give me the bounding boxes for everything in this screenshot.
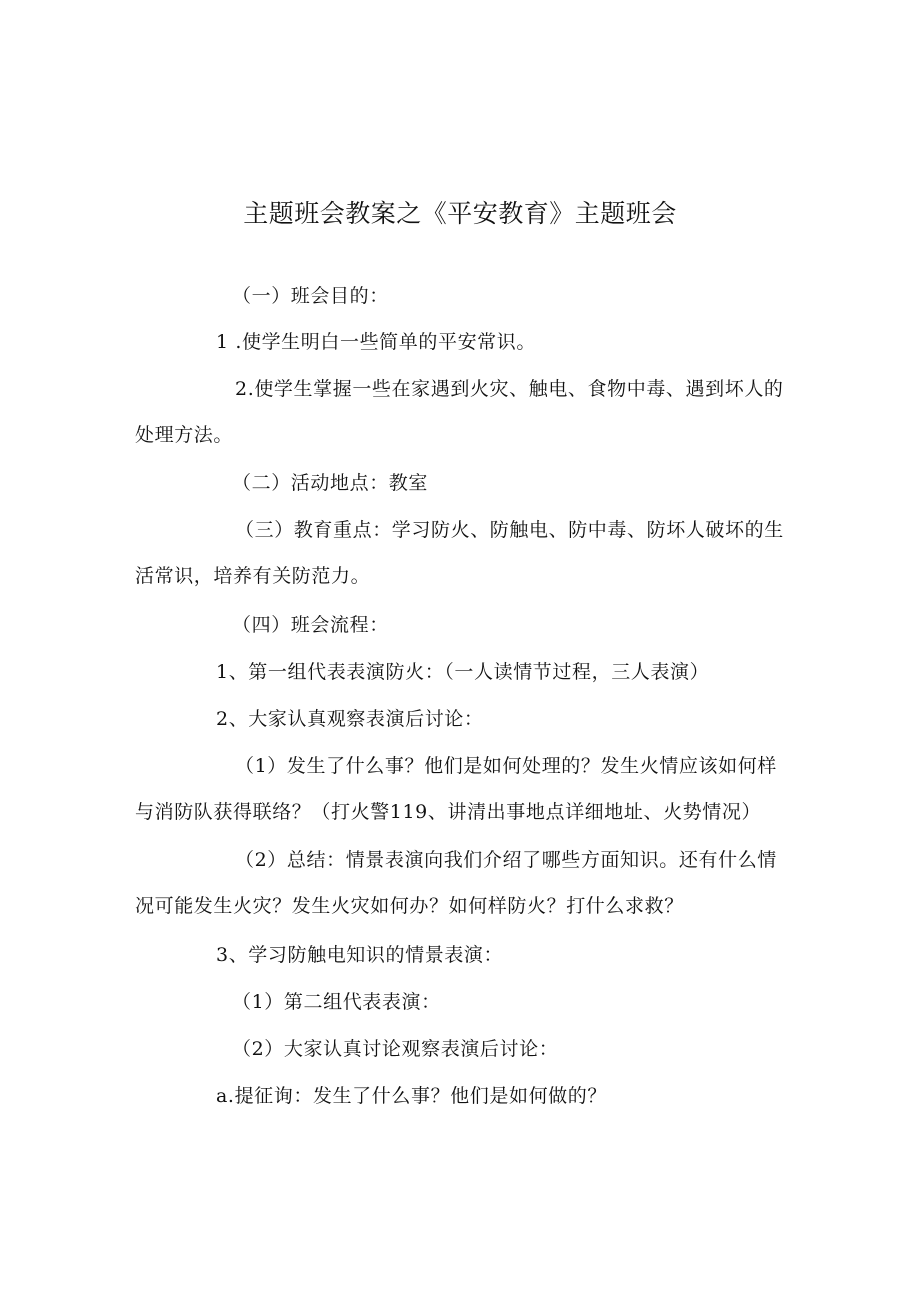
step-3-item-2: （2）大家认真讨论观察表演后讨论： <box>232 1038 559 1060</box>
section-focus <box>135 516 787 608</box>
section-focus-line-2: 活常识，培养有关防范力。 <box>135 565 371 587</box>
process-step-3: 3、学习防触电知识的情景表演： <box>216 944 504 966</box>
purpose-item-2 <box>135 375 787 467</box>
discussion-question-1-line-1: （1）发生了什么事？他们是如何处理的？发生火情应该如何样 <box>235 755 777 777</box>
discussion-summary-2-line-1: （2）总结：情景表演向我们介绍了哪些方面知识。还有什么情 <box>235 849 777 871</box>
section-heading-process: （四）班会流程： <box>232 614 389 636</box>
discussion-question-1 <box>135 752 787 844</box>
discussion-summary-2 <box>135 846 787 938</box>
process-step-2: 2、大家认真观察表演后讨论： <box>216 708 484 730</box>
discussion-question-1-line-2: 与消防队获得联络？（打火警119、讲清出事地点详细地址、火势情况） <box>135 801 762 823</box>
step-3-question-a: a.提征询：发生了什么事？他们是如何做的？ <box>216 1085 607 1107</box>
step-3-item-1: （1）第二组代表表演： <box>232 991 441 1013</box>
purpose-item-1: 1 .使学生明白一些简单的平安常识。 <box>216 331 536 353</box>
section-heading-purpose: （一）班会目的： <box>232 285 389 307</box>
discussion-summary-2-line-2: 况可能发生火灾？发生火灾如何办？如何样防火？打什么求救？ <box>135 895 684 917</box>
purpose-item-2-line-1: 2.使学生掌握一些在家遇到火灾、触电、食物中毒、遇到坏人的 <box>235 378 784 400</box>
section-heading-location: （二）活动地点：教室 <box>232 472 429 494</box>
section-focus-line-1: （三）教育重点：学习防火、防触电、防中毒、防坏人破坏的生 <box>235 519 784 541</box>
document-title: 主题班会教案之《平安教育》主题班会 <box>243 199 677 228</box>
purpose-item-2-line-2: 处理方法。 <box>135 424 234 446</box>
process-step-1: 1、第一组代表表演防火：（一人读情节过程，三人表演） <box>216 661 710 683</box>
